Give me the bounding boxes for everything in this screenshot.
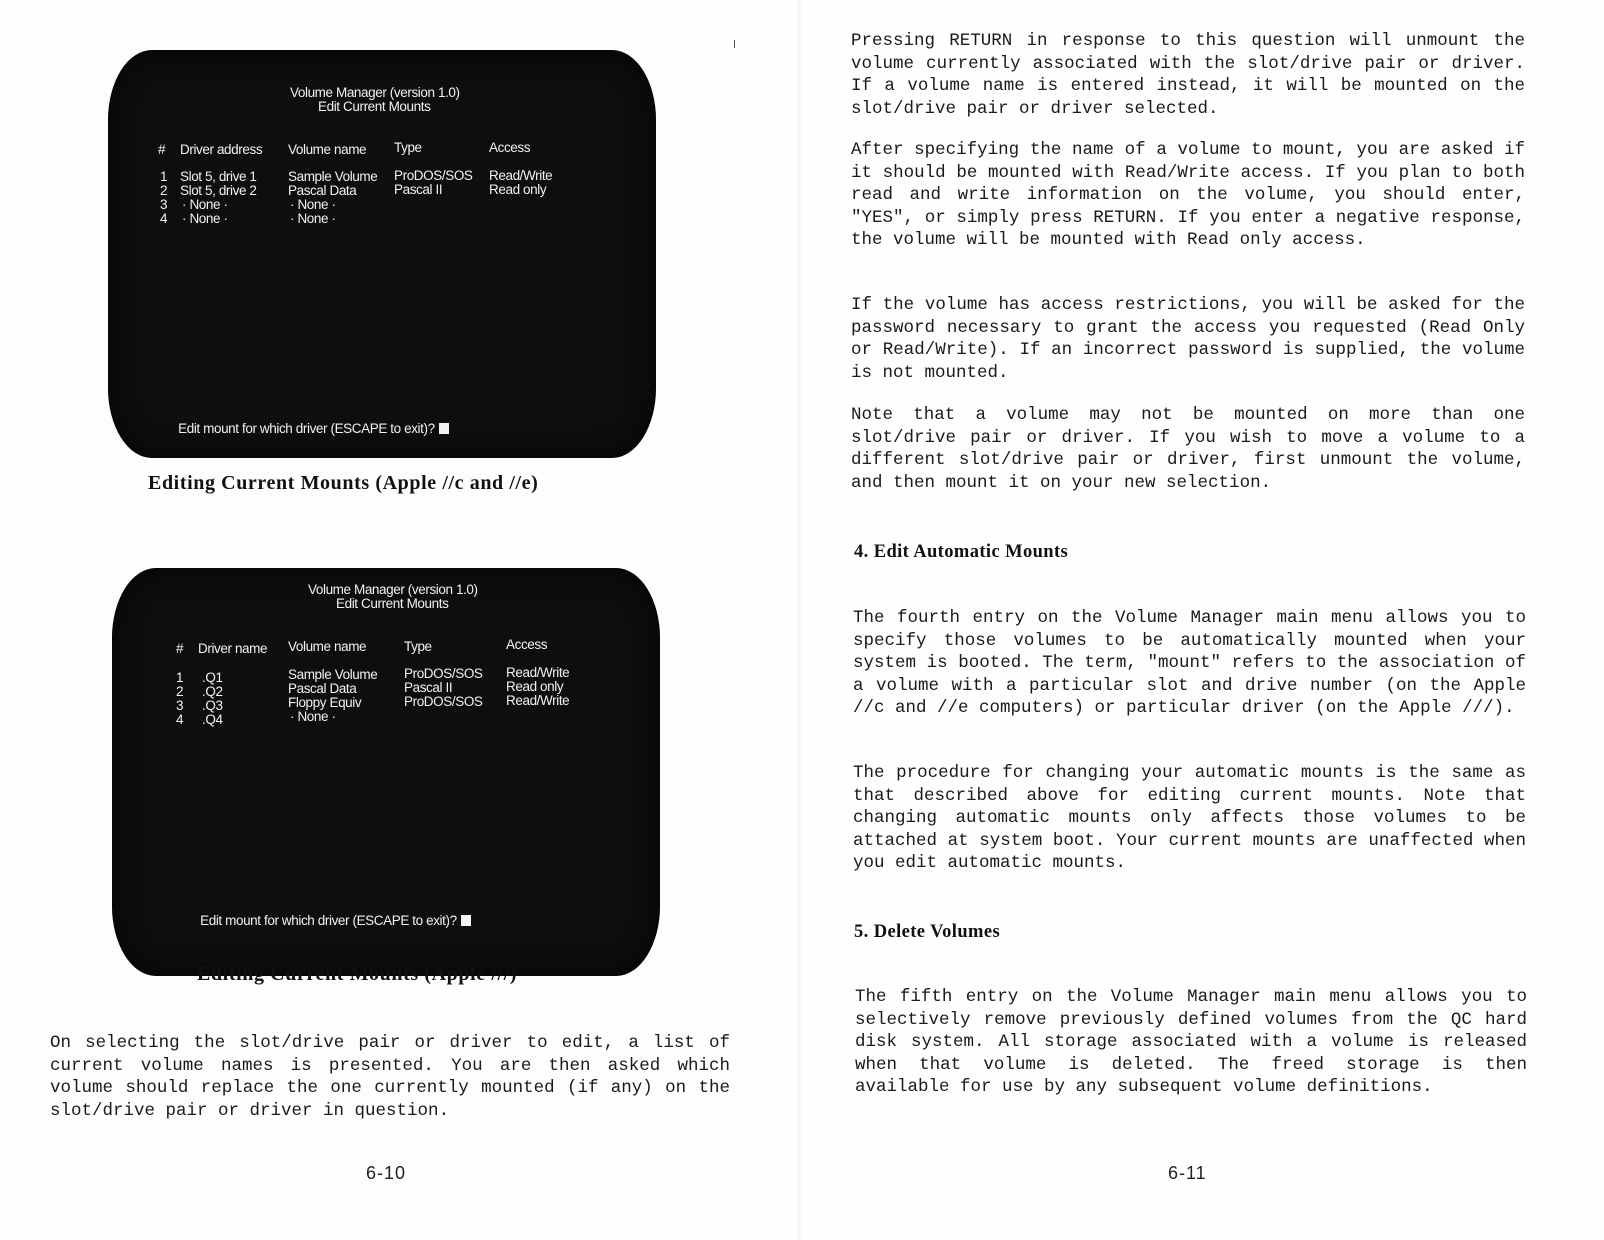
- row-access: Read only: [489, 182, 547, 197]
- body-paragraph: The fourth entry on the Volume Manager main menu allows you to specify those volumes to be automatically mounted when your system is booted. The term, "mount" refers to the association of a volume with a particular slot and drive number (on the Apple //c and //e computers) or particular driver (on the Apple ///).: [853, 608, 1526, 718]
- row-num: 1: [176, 670, 184, 685]
- row-volume: Pascal Data: [288, 183, 357, 198]
- body-paragraph: If the volume has access restrictions, you will be asked for the password necessary to grant the access you requested (Read Only or Read/Write). If an incorrect password is supplied, the volume is not mounted.: [851, 295, 1525, 383]
- column-header-type: Type: [404, 639, 432, 654]
- row-volume: Floppy Equiv: [288, 695, 362, 710]
- row-access: Read/Write: [506, 665, 570, 680]
- screen-subtitle: Edit Current Mounts: [336, 596, 449, 611]
- row-volume: Sample Volume: [288, 667, 378, 682]
- page-number: 6-11: [1168, 1163, 1207, 1183]
- text-cursor: [439, 423, 449, 434]
- row-driver: .Q4: [202, 712, 223, 727]
- row-num: 3: [176, 698, 184, 713]
- body-paragraph: On selecting the slot/drive pair or driver to edit, a list of current volume names is presented. You are then asked which volume should replace the one currently mounted (if any) on the slot/drive pair or driver in question.: [50, 1033, 730, 1121]
- right-page: [802, 0, 1604, 1240]
- row-num: 4: [160, 211, 168, 226]
- row-volume: Sample Volume: [288, 169, 378, 184]
- column-header-num: #: [176, 641, 184, 656]
- body-paragraph: Pressing RETURN in response to this question will unmount the volume currently associated with the slot/drive pair or driver. If a volume name is entered instead, it will be mounted on the slot/drive pair or driver selected.: [851, 31, 1525, 119]
- row-type: Pascal II: [394, 182, 443, 197]
- row-driver: Slot 5, drive 2: [180, 183, 257, 198]
- row-volume: · None ·: [290, 709, 336, 724]
- column-header-type: Type: [394, 140, 422, 155]
- row-num: 3: [160, 197, 168, 212]
- body-paragraph: After specifying the name of a volume to mount, you are asked if it should be mounted with Read/Write access. If you plan to both read and write information on the volume, you should enter, "YES", or simply press RETURN. If you enter a negative response, the volume will be mounted with Read only access.: [851, 140, 1525, 250]
- row-driver: .Q3: [202, 698, 223, 713]
- figure-caption: Editing Current Mounts (Apple //c and //e): [148, 472, 539, 494]
- row-num: 2: [160, 183, 168, 198]
- row-volume: · None ·: [290, 211, 336, 226]
- column-header-num: #: [158, 142, 166, 157]
- row-access: Read/Write: [489, 168, 553, 183]
- row-driver: .Q1: [202, 670, 223, 685]
- screen-title: Volume Manager (version 1.0): [308, 582, 478, 597]
- column-header-volume: Volume name: [288, 639, 367, 654]
- row-num: 2: [176, 684, 184, 699]
- row-driver: .Q2: [202, 684, 223, 699]
- body-paragraph: Note that a volume may not be mounted on more than one slot/drive pair or driver. If you wish to move a volume to a different slot/drive pair or driver, first unmount the volume, and then mount it on your new selection.: [851, 405, 1525, 493]
- row-type: ProDOS/SOS: [404, 694, 483, 709]
- figure-caption: Editing Current Mounts (Apple ///): [197, 963, 518, 985]
- row-driver: · None ·: [182, 197, 228, 212]
- column-header-driver: Driver name: [198, 641, 268, 656]
- row-num: 4: [176, 712, 184, 727]
- row-type: ProDOS/SOS: [404, 666, 483, 681]
- text-cursor: [461, 915, 471, 926]
- section-heading: 5. Delete Volumes: [854, 922, 1001, 942]
- page-number: 6-10: [366, 1163, 407, 1183]
- screen-prompt: [180, 900, 471, 942]
- prompt-text: Edit mount for which driver (ESCAPE to exit)?: [178, 421, 435, 436]
- row-volume: Pascal Data: [288, 681, 357, 696]
- screen-subtitle: Edit Current Mounts: [318, 99, 431, 114]
- row-driver: Slot 5, drive 1: [180, 169, 257, 184]
- row-type: Pascal II: [404, 680, 453, 695]
- screen-title: Volume Manager (version 1.0): [290, 85, 460, 100]
- prompt-text: Edit mount for which driver (ESCAPE to exit)?: [200, 913, 457, 928]
- column-header-access: Access: [489, 140, 531, 155]
- row-access: Read/Write: [506, 693, 570, 708]
- row-driver: · None ·: [182, 211, 228, 226]
- column-header-access: Access: [506, 637, 548, 652]
- row-num: 1: [160, 169, 168, 184]
- crt-screenshot-apple-iii: [112, 568, 660, 976]
- crt-screenshot-apple-iic-iie: [108, 50, 656, 458]
- row-type: ProDOS/SOS: [394, 168, 473, 183]
- body-paragraph: The fifth entry on the Volume Manager main menu allows you to selectively remove previously defined volumes from the QC hard disk system. All storage associated with a volume is released when that volume is deleted. The freed storage is then available for use by any subsequent volume definitions.: [855, 987, 1527, 1097]
- body-paragraph: The procedure for changing your automatic mounts is the same as that described above for editing current mounts. Note that changing automatic mounts only affects those volumes to be attached at system boot. Your current mounts are unaffected when you edit automatic mounts.: [853, 763, 1526, 873]
- row-volume: · None ·: [290, 197, 336, 212]
- screen-prompt: [158, 408, 449, 450]
- column-header-volume: Volume name: [288, 142, 367, 157]
- margin-mark: [734, 40, 735, 48]
- row-access: Read only: [506, 679, 564, 694]
- section-heading: 4. Edit Automatic Mounts: [854, 542, 1069, 562]
- column-header-driver: Driver address: [180, 142, 263, 157]
